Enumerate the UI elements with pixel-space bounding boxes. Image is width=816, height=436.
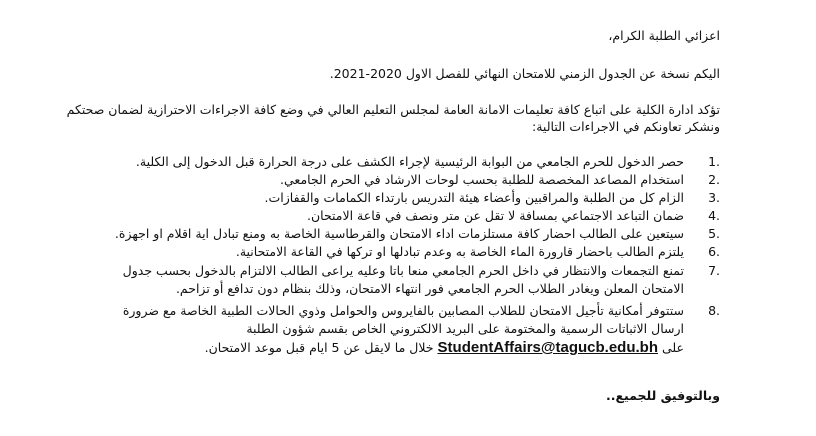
list-text: الزام كل من الطلبة والمراقبين وأعضاء هيئة التدريس بارتداء الكمامات والقفازات. xyxy=(264,190,684,205)
list-number: 1. xyxy=(708,154,720,169)
intro-paragraph-line-2: ونشكر تعاونكم في الاجراءات التالية: xyxy=(532,119,720,134)
list-item xyxy=(123,263,720,279)
list-item xyxy=(307,208,720,224)
list-number: 2. xyxy=(708,172,720,187)
list-text: حصر الدخول للحرم الجامعي من البوابة الرئيسية لإجراء الكشف على درجة الحرارة قبل الدخول إلى الكلية. xyxy=(135,154,684,169)
schedule-intro: اليكم نسخة عن الجدول الزمني للامتحان النهائي للفصل الاول 2020-2021. xyxy=(329,66,720,81)
list-number: 3. xyxy=(708,190,720,205)
list-text: تمنع التجمعات والانتظار في داخل الحرم الجامعي منعا باتا وعليه يراعى الطالب الالتزام بالدخول بحسب جدول xyxy=(122,263,684,278)
list-number: 7. xyxy=(708,263,720,278)
intro-paragraph-line-1: تؤكد ادارة الكلية على اتباع كافة تعليمات الامانة العامة لمجلس التعليم العالي في وضع كافة الاجراءات الاحترازية لضمان صحتكم xyxy=(66,102,720,117)
list-item xyxy=(123,303,720,319)
list-text: استخدام المصاعد المخصصة للطلبة بحسب لوحات الارشاد في الحرم الجامعي. xyxy=(280,172,684,187)
list-item xyxy=(236,244,720,260)
list-item-continuation: الامتحان المعلن ويغادر الطلاب الحرم الجامعي فور انتهاء الامتحان، وذلك بنظام دون تدافع أو تزاحم. xyxy=(175,281,684,296)
list-item xyxy=(265,190,720,206)
list-text: سيتعين على الطالب احضار كافة مستلزمات اداء الامتحان والقرطاسية الخاصة به ومنع تبادل اية اقلام او اجهزة. xyxy=(114,226,684,241)
email-line-prefix: على xyxy=(661,340,684,355)
list-item xyxy=(115,226,720,242)
email-line xyxy=(205,340,684,356)
list-number: 4. xyxy=(708,208,720,223)
list-item xyxy=(280,172,720,188)
list-number: 8. xyxy=(708,303,720,318)
list-text: يلتزم الطالب باحضار قارورة الماء الخاصة به وعدم تبادلها او تركها في القاعة الامتحانية. xyxy=(235,244,684,259)
list-item-continuation: ارسال الاثباتات الرسمية والمختومة على البريد الالكتروني الخاص بقسم شؤون الطلبة xyxy=(246,321,684,336)
list-text: ستتوفر أمكانية تأجيل الامتحان للطلاب المصابين بالفايروس والحوامل وذوي الحالات الطبية الخاصة مع ضرورة xyxy=(122,303,684,318)
email-link[interactable]: StudentAffairs@tagucb.edu.bh xyxy=(437,339,658,356)
list-item xyxy=(136,154,720,170)
greeting: اعزائي الطلبة الكرام، xyxy=(608,28,720,43)
list-number: 5. xyxy=(708,226,720,241)
list-text: ضمان التباعد الاجتماعي بمسافة لا تقل عن متر ونصف في قاعة الامتحان. xyxy=(306,208,684,223)
list-number: 6. xyxy=(708,244,720,259)
closing-line: وبالتوفيق للجميع.. xyxy=(605,388,720,403)
email-line-suffix: خلال ما لايقل عن 5 ايام قبل موعد الامتحان. xyxy=(204,340,434,355)
